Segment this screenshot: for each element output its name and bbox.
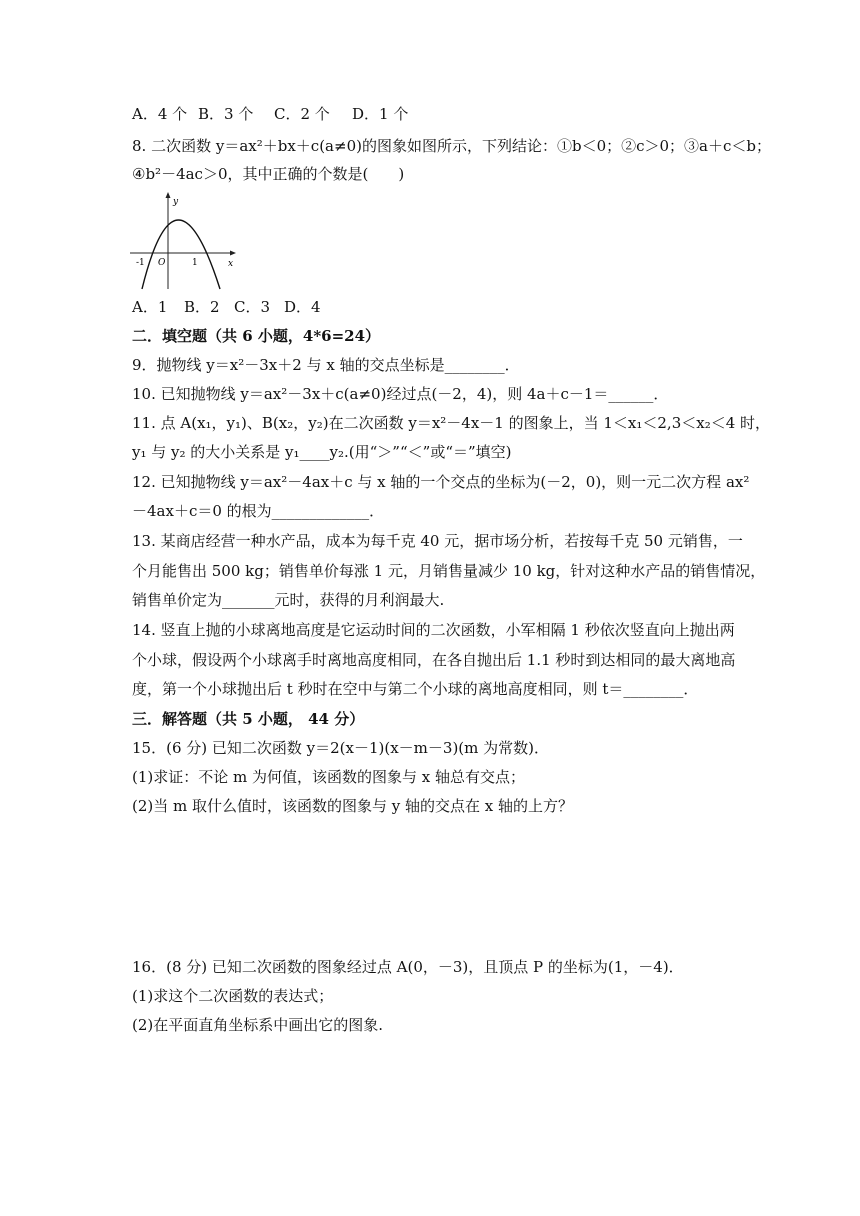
q11-line1: 11. 点 A(x₁，y₁)、B(x₂，y₂)在二次函数 y＝x²－4x－1 的图象上，当 1＜x₁＜2,3＜x₂＜4 时， — [132, 414, 771, 432]
q7-option-a: A．4 个 — [132, 105, 188, 123]
q12-line2: －4ax＋c＝0 的根为_____________． — [132, 502, 385, 520]
x-axis-arrow-icon — [230, 251, 236, 256]
q11-line2: y₁ 与 y₂ 的大小关系是 y₁____y₂.(用“＞”“＜”或“＝”填空) — [132, 443, 512, 461]
q9: 9．抛物线 y＝x²－3x＋2 与 x 轴的交点坐标是________． — [132, 356, 520, 374]
q8-line2: ④b²－4ac＞0，其中正确的个数是( ) — [132, 165, 405, 183]
q12-line1: 12. 已知抛物线 y＝ax²－4ax＋c 与 x 轴的一个交点的坐标为(－2，0)，则一元二次方程 ax² — [132, 473, 750, 491]
q16-stem: 16．(8 分) 已知二次函数的图象经过点 A(0，－3)，且顶点 P 的坐标为(1，－4)． — [132, 958, 684, 976]
tick-minus-one-label: -1 — [136, 258, 145, 268]
q8-option-a: A．1 — [132, 298, 168, 316]
q14-line3: 度，第一个小球抛出后 t 秒时在空中与第二个小球的离地高度相同，则 t＝________． — [132, 680, 699, 698]
q15-part1: (1)求证：不论 m 为何值，该函数的图象与 x 轴总有交点； — [132, 768, 526, 786]
parabola-curve — [142, 220, 220, 289]
q14-line1: 14. 竖直上抛的小球离地高度是它运动时间的二次函数，小军相隔 1 秒依次竖直向上抛出两 — [132, 621, 735, 639]
q16-part1: (1)求这个二次函数的表达式； — [132, 987, 334, 1005]
q8-option-b: B．2 — [184, 298, 220, 316]
origin-label: O — [158, 258, 166, 268]
x-axis-label: x — [228, 259, 234, 269]
q8-line1: 8. 二次函数 y＝ax²＋bx＋c(a≠0)的图象如图所示，下列结论：①b＜0；②c＞0；③a＋c＜b； — [132, 137, 771, 155]
q16-part2: (2)在平面直角坐标系中画出它的图象. — [132, 1016, 384, 1034]
q13-line3: 销售单价定为_______元时，获得的月利润最大. — [132, 591, 445, 609]
q8-parabola-graph — [128, 189, 240, 291]
q13-line1: 13. 某商店经营一种水产品，成本为每千克 40 元，据市场分析，若按每千克 50 元销售，一 — [132, 532, 743, 550]
q14-line2: 个小球，假设两个小球离手时离地高度相同，在各自抛出后 1.1 秒时到达相同的最大离地高 — [132, 651, 736, 669]
q8-option-d: D．4 — [284, 298, 321, 316]
q8-option-c: C．3 — [234, 298, 271, 316]
q8-options — [132, 297, 321, 317]
q7-options — [132, 104, 408, 124]
y-axis-label: y — [173, 197, 179, 207]
q7-option-b: B．3 个 — [198, 105, 254, 123]
q13-line2: 个月能售出 500 kg；销售单价每涨 1 元，月销售量减少 10 kg，针对这种水产品的销售情况， — [132, 562, 766, 580]
q7-option-c: C．2 个 — [274, 105, 330, 123]
y-axis-arrow-icon — [166, 192, 171, 198]
q10: 10. 已知抛物线 y＝ax²－3x＋c(a≠0)经过点(－2，4)，则 4a＋c－1＝______． — [132, 385, 669, 403]
q7-option-d: D．1 个 — [352, 105, 409, 123]
section3-heading: 三．解答题（共 5 小题， 44 分） — [132, 710, 365, 728]
q15-stem: 15．(6 分) 已知二次函数 y＝2(x－1)(x－m－3)(m 为常数)． — [132, 739, 549, 757]
tick-one-label: 1 — [192, 258, 198, 268]
section2-heading: 二．填空题（共 6 小题，4*6=24） — [132, 327, 381, 345]
q15-part2: (2)当 m 取什么值时，该函数的图象与 y 轴的交点在 x 轴的上方？ — [132, 797, 574, 815]
